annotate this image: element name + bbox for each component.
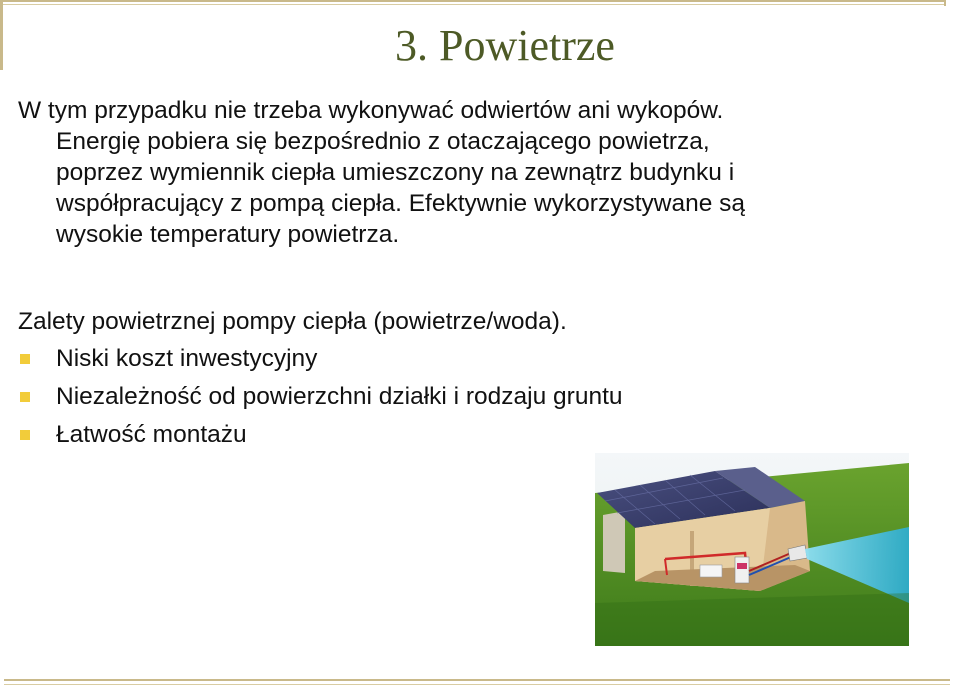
paragraph-line-1: W tym przypadku nie trzeba wykonywać odwiertów ani wykopów. — [18, 97, 724, 124]
advantages-list — [18, 343, 918, 457]
frame-bottom-line — [4, 679, 950, 681]
square-bullet-icon — [20, 430, 30, 440]
house-heat-pump-illustration — [595, 453, 909, 646]
frame-left-line — [0, 0, 3, 70]
frame-top-line-inner — [0, 4, 946, 5]
paragraph-line-5: wysokie temperatury powietrza. — [56, 221, 400, 248]
square-bullet-icon — [20, 354, 30, 364]
slide-title: 3. Powietrze — [395, 21, 615, 70]
frame-right-tick — [944, 0, 946, 6]
frame-bottom-line-inner — [4, 684, 950, 685]
list-item — [18, 343, 918, 381]
advantages-heading: Zalety powietrznej pompy ciepła (powietrze/woda). — [18, 308, 567, 335]
paragraph-line-4: współpracujący z pompą ciepła. Efektywnie wykorzystywane są — [56, 190, 746, 217]
advantages-section — [18, 306, 918, 457]
advantage-text: Niski koszt inwestycyjny — [56, 345, 318, 372]
square-bullet-icon — [20, 392, 30, 402]
paragraph-line-3: poprzez wymiennik ciepła umieszczony na zewnątrz budynku i — [56, 159, 735, 186]
list-item — [18, 381, 918, 419]
advantage-text: Niezależność od powierzchni działki i rodzaju gruntu — [56, 383, 623, 410]
paragraph-line-2: Energię pobiera się bezpośrednio z otaczającego powietrza, — [56, 128, 710, 155]
list-item — [18, 419, 918, 457]
intro-paragraph — [18, 95, 918, 250]
advantage-text: Łatwość montażu — [56, 421, 247, 448]
frame-top-line — [0, 0, 946, 2]
